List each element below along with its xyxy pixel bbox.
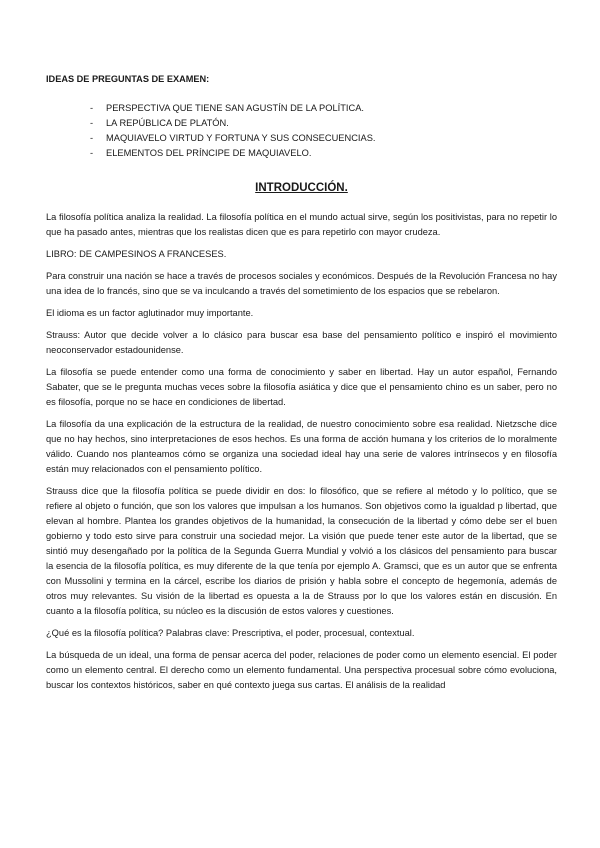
bullet-dash: - bbox=[90, 103, 94, 113]
paragraph: La filosofía se puede entender como una forma de conocimiento y saber en libertad. Hay un autor español, Fernando Sabater, que se le pregunta muchas veces sobre la filosofía asiática y dice que el pensamiento chino es un saber, pero no es filosofía, porque no se hace en condiciones de libertad. bbox=[46, 367, 557, 407]
bullet-dash: - bbox=[90, 133, 94, 143]
paragraph: La búsqueda de un ideal, una forma de pensar acerca del poder, relaciones de poder como un elemento esencial. El poder como un elemento central. El derecho como un elemento fundamental. Una perspectiva procesual sobre cómo evoluciona, buscar los contextos históricos, saber en qué contexto juega sus cartas. El análisis de la realidad bbox=[46, 650, 557, 690]
paragraph: Para construir una nación se hace a través de procesos sociales y económicos. Después de la Revolución Francesa no hay una idea de lo francés, sino que se va inculcando a través del sometimiento de los espacios que se rebelaron. bbox=[46, 271, 557, 296]
list-item-text: MAQUIAVELO VIRTUD Y FORTUNA Y SUS CONSECUENCIAS. bbox=[106, 133, 376, 143]
list-item bbox=[90, 116, 557, 131]
list-item bbox=[90, 101, 557, 116]
paragraph: Strauss: Autor que decide volver a lo clásico para buscar esa base del pensamiento político e inspiró el movimiento neoconservador estadounidense. bbox=[46, 330, 557, 355]
paragraph: La filosofía política analiza la realidad. La filosofía política en el mundo actual sirve, según los positivistas, para no repetir lo que ha pasado antes, mientras que los realistas dicen que es para repetirlo con mayor crudeza. bbox=[46, 212, 557, 237]
paragraph: La filosofía da una explicación de la estructura de la realidad, de nuestro conocimiento sobre esa realidad. Nietzsche dice que no hay hechos, sino interpretaciones de esos hechos. Es una forma de acción humana y los criterios de lo moralmente válido. Cuando nos planteamos cómo se organiza una sociedad ideal hay una serie de valores intrínsecos y en filosofía están muy relacionados con el pensamiento político. bbox=[46, 419, 557, 474]
bullet-dash: - bbox=[90, 118, 94, 128]
list-item bbox=[90, 146, 557, 161]
exam-questions-heading: IDEAS DE PREGUNTAS DE EXAMEN: bbox=[46, 74, 210, 84]
section-title: INTRODUCCIÓN. bbox=[255, 182, 348, 194]
paragraph: Strauss dice que la filosofía política se puede dividir en dos: lo filosófico, que se refiere al método y lo político, que se refiere al objeto o función, que son los valores que impulsan a los humanos. Son objetivos como la igualdad p libertad, que elevan al hombre. Plantea los grandes objetivos de la humanidad, la consecución de la libertad y cómo debe ser el buen gobierno y todo esto sirve para construir una sociedad mejor. La visión que puede tener este autor de la libertad, que se sintió muy desengañado por la política de la Segunda Guerra Mundial y volvió a los clásicos del pensamiento para buscar la esencia de la filosofía política, es muy diferente de la que tenía por ejemplo A. Gramsci, que es un autor que se enfrenta con Mussolini y termina en la cárcel, escribe los diarios de prisión y habla sobre el concepto de hegemonía, además de otros muy relevantes. Su visión de la libertad es opuesta a la de Strauss por lo que los valores están en discusión. En cuanto a la filosofía política, su núcleo es la discusión de estos valores y cuestiones. bbox=[46, 486, 557, 616]
paragraph: ¿Qué es la filosofía política? Palabras clave: Prescriptiva, el poder, procesual, contextual. bbox=[46, 628, 415, 638]
paragraph: LIBRO: DE CAMPESINOS A FRANCESES. bbox=[46, 249, 227, 259]
bullet-dash: - bbox=[90, 148, 94, 158]
list-item bbox=[90, 131, 557, 146]
list-item-text: PERSPECTIVA QUE TIENE SAN AGUSTÍN DE LA POLÍTICA. bbox=[106, 103, 364, 113]
exam-questions-list bbox=[46, 101, 557, 161]
paragraph: El idioma es un factor aglutinador muy importante. bbox=[46, 308, 254, 318]
list-item-text: LA REPÚBLICA DE PLATÓN. bbox=[106, 118, 229, 128]
list-item-text: ELEMENTOS DEL PRÍNCIPE DE MAQUIAVELO. bbox=[106, 148, 312, 158]
